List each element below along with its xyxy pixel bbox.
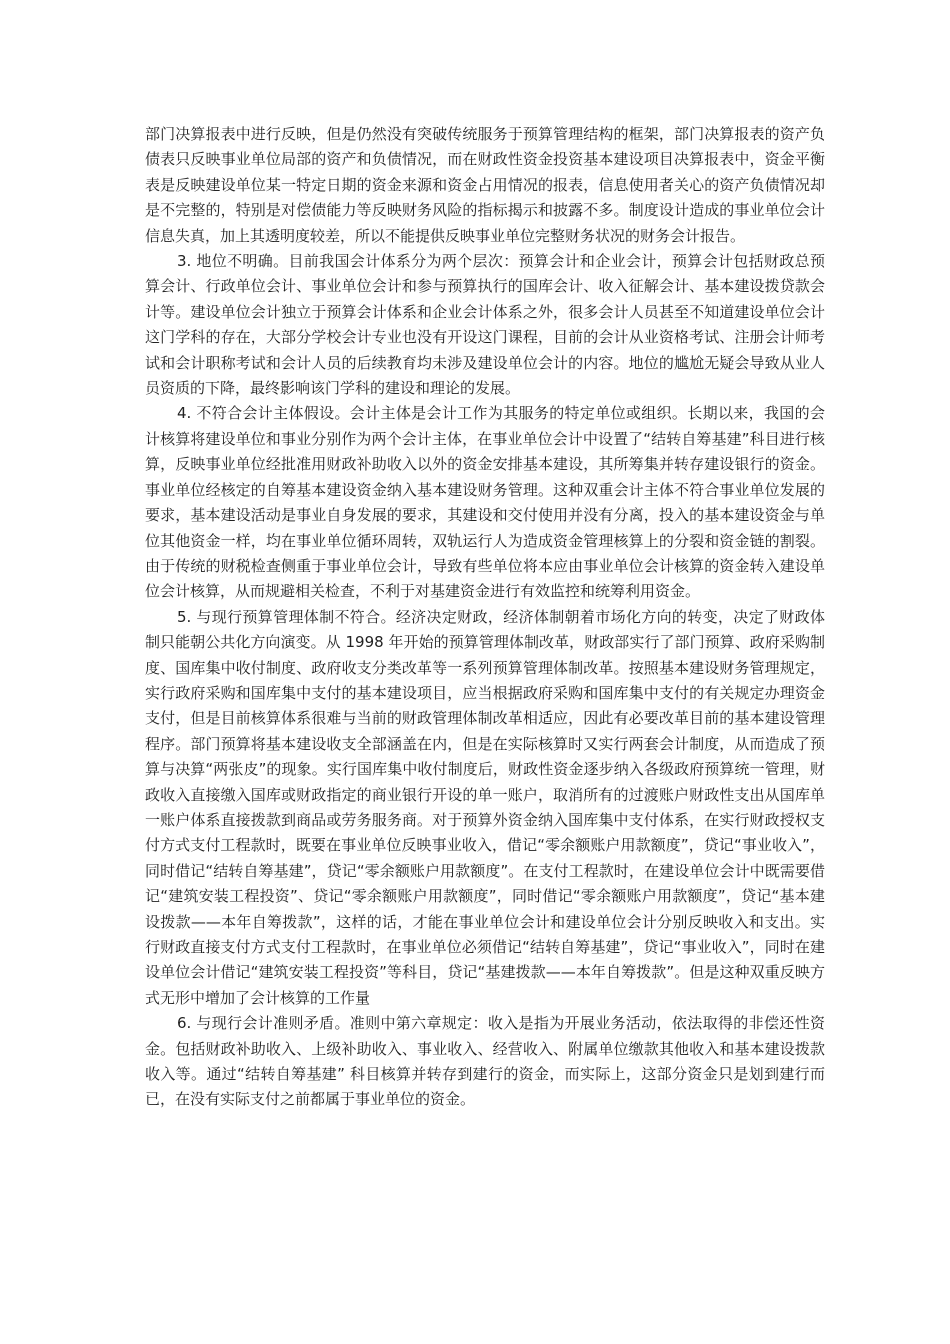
paragraph-item-6: 6. 与现行会计准则矛盾。准则中第六章规定：收入是指为开展业务活动，依法取得的非偿还性资金。包括财政补助收入、上级补助收入、事业收入、经营收入、附属单位缴款其他收入和基本建设拨款收入等。通过“结转自筹基建” 科目核算并转存到建行的资金，而实际上，这部分资金只是划到建行而已，在没有实际支付之前都属于事业单位的资金。 — [145, 1014, 825, 1109]
paragraph-item-4: 4. 不符合会计主体假设。会计主体是会计工作为其服务的特定单位或组织。长期以来，我国的会计核算将建设单位和事业分别作为两个会计主体，在事业单位会计中设置了“结转自筹基建”科目进行核算，反映事业单位经批准用财政补助收入以外的资金安排基本建设，其所筹集并转存建设银行的资金。事业单位经核定的自筹基本建设资金纳入基本建设财务管理。这种双重会计主体不符合事业单位发展的要求，基本建设活动是事业自身发展的要求，其建设和交付使用并没有分离，投入的基本建设资金与单位其他资金一样，均在事业单位循环周转，双轨运行人为造成资金管理核算上的分裂和资金链的割裂。由于传统的财税检查侧重于事业单位会计，导致有些单位将本应由事业单位会计核算的资金转入建设单位会计核算，从而规避相关检查，不利于对基建资金进行有效监控和统筹利用资金。 — [145, 404, 825, 601]
paragraph-item-5: 5. 与现行预算管理体制不符合。经济决定财政，经济体制朝着市场化方向的转变，决定了财政体制只能朝公共化方向演变。从 1998 年开始的预算管理体制改革，财政部实行了部门预算、政府采购制度、国库集中收付制度、政府收支分类改革等一系列预算管理体制改革。按照基本建设财务管理规定，实行政府采购和国库集中支付的基本建设项目，应当根据政府采购和国库集中支付的有关规定办理资金支付，但是目前核算体系很难与当前的财政管理体制改革相适应，因此有必要改革目前的基本建设管理程序。部门预算将基本建设收支全部涵盖在内，但是在实际核算时又实行两套会计制度，从而造成了预算与决算“两张皮”的现象。实行国库集中收付制度后，财政性资金逐步纳入各级政府预算统一管理，财政收入直接缴入国库或财政指定的商业银行开设的单一账户，取消所有的过渡账户财政性支出从国库单一账户体系直接拨款到商品或劳务服务商。对于预算外资金纳入国库集中支付体系，在实行财政授权支付方式支付工程款时，既要在事业单位反映事业收入，借记“零余额账户用款额度”，贷记“事业收入”，同时借记“结转自筹基建”，贷记“零余额账户用款额度”。在支付工程款时，在建设单位会计中既需要借记“建筑安装工程投资”、贷记“零余额账户用款额度”，同时借记“零余额账户用款额度”，贷记“基本建设拨款——本年自筹拨款”，这样的话，才能在事业单位会计和建设单位会计分别反映收入和支出。实行财政直接支付方式支付工程款时，在事业单位必须借记“结转自筹基建”，贷记“事业收入”，同时在建设单位会计借记“建筑安装工程投资”等科目，贷记“基建拨款——本年自筹拨款”。但是这种双重反映方式无形中增加了会计核算的工作量 — [145, 607, 825, 1007]
paragraph-continuation: 部门决算报表中进行反映，但是仍然没有突破传统服务于预算管理结构的框架，部门决算报表的资产负债表只反映事业单位局部的资产和负债情况，而在财政性资金投资基本建设项目决算报表中，资金平衡表是反映建设单位某一特定日期的资金来源和资金占用情况的报表，信息使用者关心的资产负债情况却是不完整的，特别是对偿债能力等反映财务风险的指标揭示和披露不多。制度设计造成的事业单位会计信息失真，加上其透明度较差，所以不能提供反映事业单位完整财务状况的财务会计报告。 — [145, 125, 825, 245]
paragraph-item-3: 3. 地位不明确。目前我国会计体系分为两个层次：预算会计和企业会计，预算会计包括财政总预算会计、行政单位会计、事业单位会计和参与预算执行的国库会计、收入征解会计、基本建设拨贷款会计等。建设单位会计独立于预算会计体系和企业会计体系之外，很多会计人员甚至不知道建设单位会计这门学科的存在，大部分学校会计专业也没有开设这门课程，目前的会计从业资格考试、注册会计师考试和会计职称考试和会计人员的后续教育均未涉及建设单位会计的内容。地位的尴尬无疑会导致从业人员资质的下降，最终影响该门学科的建设和理论的发展。 — [145, 252, 825, 398]
document-page — [145, 122, 825, 1113]
